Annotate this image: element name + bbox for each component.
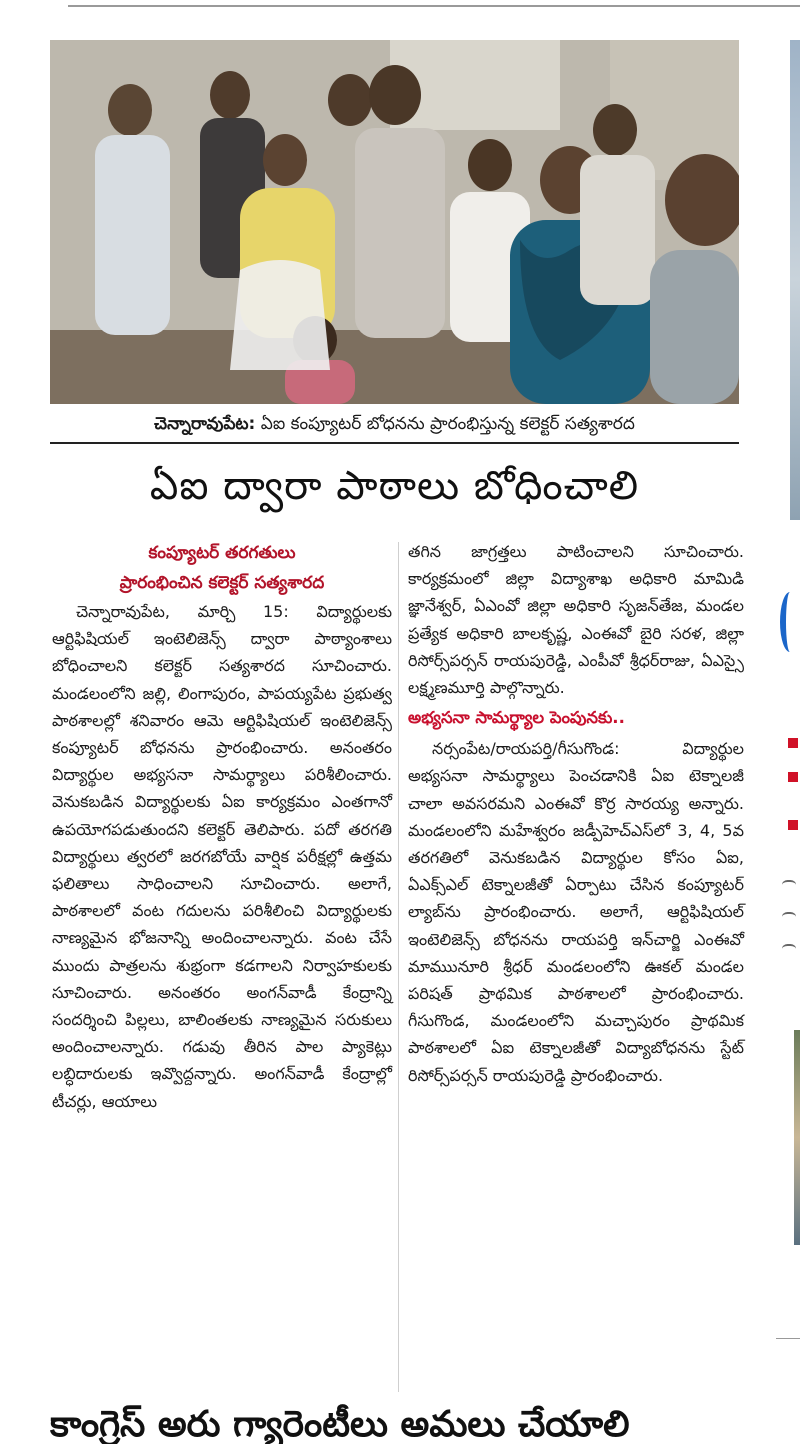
right-subhead: అభ్యసనా సామర్థ్యాల పెంపునకు.. [408,708,625,728]
column-divider [398,542,399,1392]
adjacent-text-fragment [782,880,796,892]
adjacent-text-fragment [782,944,796,956]
caption-text: ఏఐ కంప్యూటర్ బోధనను ప్రారంభిస్తున్న కలెక్టర్ సత్యశారద [255,414,635,434]
caption-place: చెన్నారావుపేట: [154,414,256,434]
left-subhead-line2: ప్రారంభించిన కలెక్టర్ సత్యశారద [119,573,325,593]
next-article-headline: కాంగ్రెస్ అరు గ్యారెంటీలు అమలు చేయాలి [50,1404,630,1444]
adjacent-article-edge [764,0,800,1433]
photo-icon [50,40,739,404]
article-headline: ఏఐ ద్వారా పాఠాలు బోధించాలి [149,463,640,509]
adjacent-rule [776,1338,800,1339]
adjacent-bullet [788,738,798,748]
adjacent-bullet [788,820,798,830]
top-rule [68,5,800,7]
news-photo [50,40,739,404]
adjacent-text-fragment [782,912,796,924]
left-body-text: చెన్నారావుపేట, మార్చి 15: విద్యార్థులకు ఆర్టిఫిషియల్ ఇంటెలిజెన్స్ ద్వారా పాఠ్యాంశాలు బోధించాలని కలెక్టర్ సత్యశారద సూచించారు. మండలంలోని జల్లి, లింగాపురం, పాపయ్యపేట ప్రభుత్వ పాఠశాలల్లో శనివారం ఆమె ఆర్టిఫిషియల్ ఇంటెలిజెన్స్ కంప్యూటర్ బోధనను ప్రారంభించారు. అనంతరం విద్యార్థుల అభ్యసనా సామర్థ్యాలు పరిశీలించారు. వెనుకబడిన విద్యార్థులకు ఏఐ కార్యక్రమం ఎంతగానో ఉపయోగపడుతుందని కలెక్టర్ తెలిపారు. పదో తరగతి విద్యార్థులు త్వరలో జరగబోయే వార్షిక పరీక్షల్లో ఉత్తమ ఫలితాలు సాధించాలని సూచించారు. అలాగే, పాఠశాలలో వంట గదులను పరిశీలించి విద్యార్థులకు నాణ్యమైన భోజనాన్ని అందించాలన్నారు. వంట చేసే ముందు పాత్రలను శుభ్రంగా కడగాలని నిర్వాహకులకు సూచించారు. అనంతరం అంగన్‌వాడీ కేంద్రాన్ని సందర్శించి పిల్లలు, బాలింతలకు నాణ్యమైన సరుకులు అందించాలన్నారు. గడువు తీరిన పాల ప్యాకెట్లు లబ్ధిదారులకు ఇవ్వొద్దన్నారు. అంగన్‌వాడీ కేంద్రాల్లో టీచర్లు, ఆయాలు [52,602,392,1111]
adjacent-photo-edge [790,40,800,520]
photo-caption [50,408,739,444]
right-body-continued: తగిన జాగ్రత్తలు పాటించాలని సూచించారు. కార్యక్రమంలో జిల్లా విద్యాశాఖ అధికారి మామిడి జ్ఞానేశ్వర్, ఏఎంవో జిల్లా అధికారి సృజన్‌తేజ, మండల ప్రత్యేక అధికారి బాలకృష్ణ, ఎంఈవో బైరి సరళ, జిల్లా రిసోర్స్‌పర్సన్ రాయపురెడ్డి, ఎంపీవో శ్రీధర్‌రాజు, ఏఎస్సై లక్ష్మణమూర్తి పాల్గొన్నారు. [408,542,744,698]
right-body-text: నర్సంపేట/రాయపర్తి/గీసుగొండ: విద్యార్థుల అభ్యసనా సామర్థ్యాలు పెంచడానికి ఏఐ టెక్నాలజీ చాలా అవసరమని ఎంఈవో కొర్ర సారయ్య అన్నారు. మండలంలోని మహేశ్వరం జడ్పీహెచ్‌ఎస్‌లో 3, 4, 5వ తరగతిలో వెనుకబడిన విద్యార్థుల కోసం ఏఐ, ఏఎక్స్ఎల్ టెక్నాలజీతో ఏర్పాటు చేసిన కంప్యూటర్ ల్యాబ్‌ను ప్రారంభించారు. అలాగే, ఆర్టిఫిషియల్ ఇంటెలిజెన్స్ బోధనను రాయపర్తి ఇన్‌చార్జి ఎంఈవో మాముునూరి శ్రీధర్ మండలంలోని ఊకల్ మండల పరిషత్ ప్రాథమిక పాఠశాలలో ప్రారంభించారు. గీసుగొండ, మండలంలోని మచ్చాపురం ప్రాథమిక పాఠశాలలో ఏఐ టెక్నాలజీతో విద్యాబోధనను స్టేట్ రిసోర్స్‌పర్సన్ రాయపురెడ్డి ప్రారంభించారు. [408,739,744,1085]
adjacent-blue-mark [780,592,800,652]
left-column [52,538,392,1115]
right-column [408,538,744,1089]
left-subhead-line1: కంప్యూటర్ తరగతులు [148,543,296,563]
adjacent-photo-edge [794,1030,800,1245]
adjacent-bullet [788,772,798,782]
